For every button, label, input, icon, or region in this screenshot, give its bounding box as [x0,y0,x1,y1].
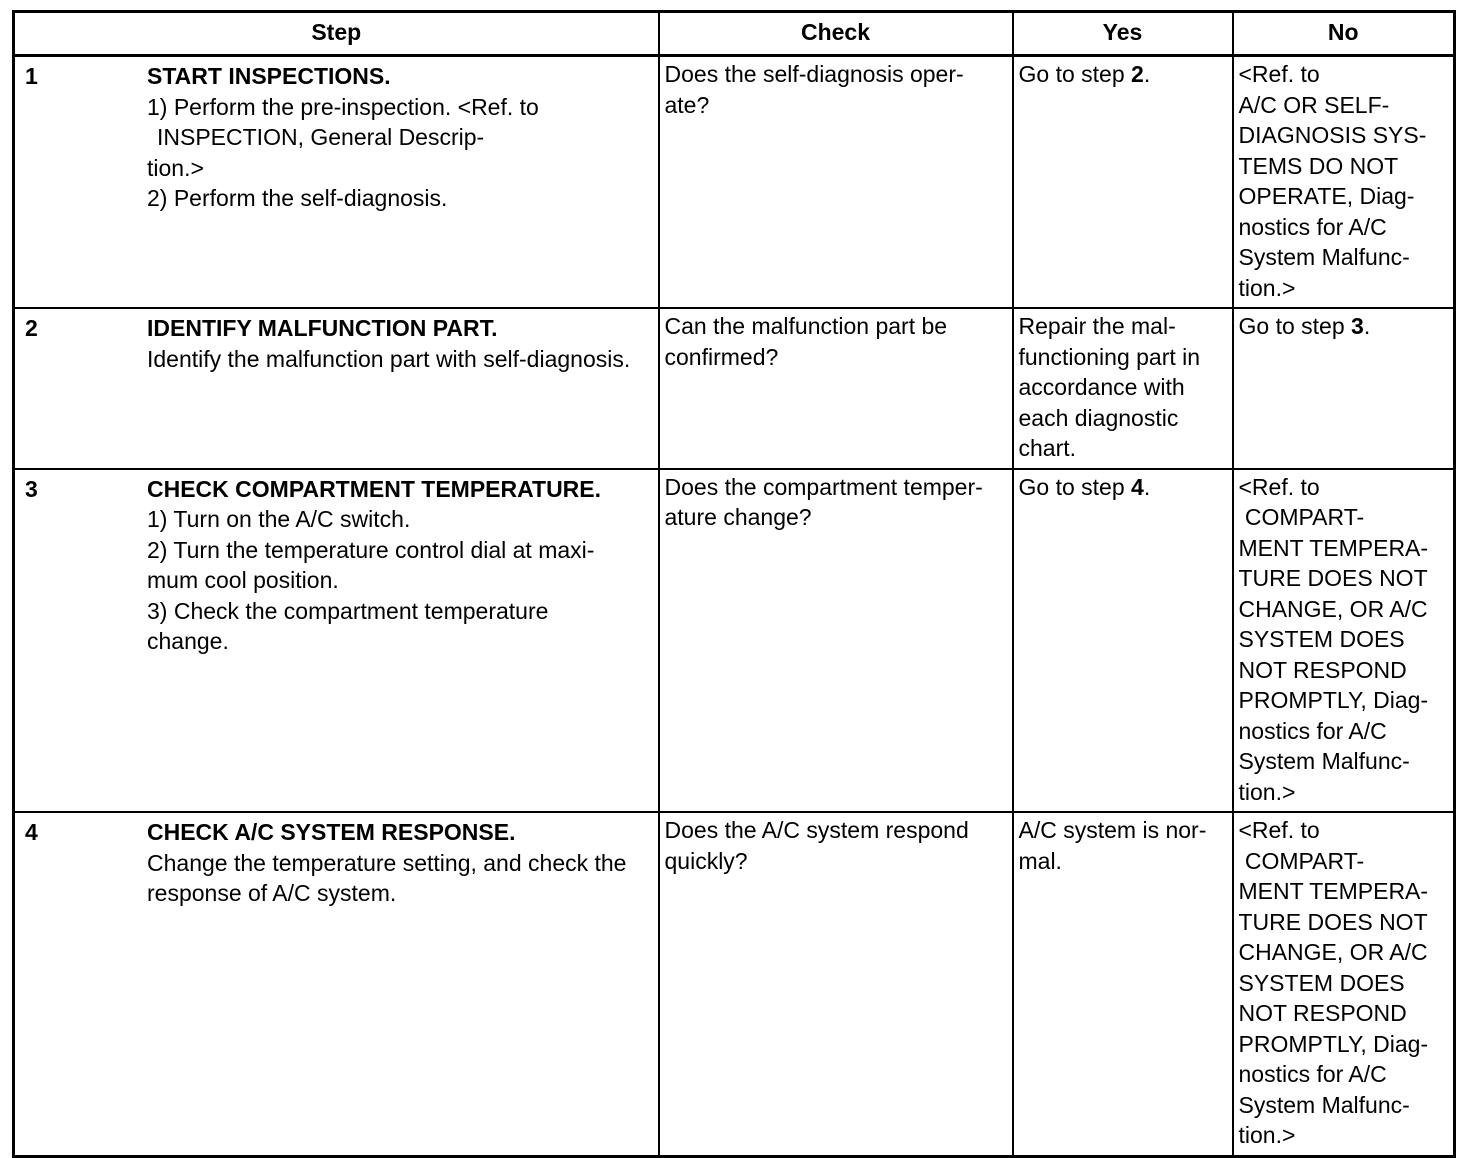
yes-line: mal. [1018,847,1062,874]
check-line: Can the malfunction part be [664,313,948,339]
no-line: <Ref. to [1238,817,1320,843]
no-line: A/C OR SELF- [1238,91,1390,118]
no-line: MENT TEMPERA- [1238,878,1429,904]
step-cell [14,308,659,469]
step-cell [14,469,659,813]
table-row [14,308,1455,469]
step-number: 1 [25,63,38,89]
step-line: 2) Turn the temperature control dial at maxi- [147,536,595,563]
yes-cell [1013,469,1233,813]
no-line: System Malfunc- [1238,1091,1410,1118]
table-row [14,56,1455,309]
header-no: No [1233,12,1455,56]
step-cell [14,812,659,1156]
step-title: CHECK A/C SYSTEM RESPONSE. [147,819,516,845]
no-suffix: . [1363,313,1371,339]
no-line: SYSTEM DOES [1238,626,1405,652]
no-line: COMPART- [1238,847,1365,874]
no-line: OPERATE, Diag- [1238,183,1415,209]
step-number: 2 [25,315,38,341]
step-title: IDENTIFY MALFUNCTION PART. [147,315,498,341]
step-cell [14,56,659,309]
yes-line: A/C system is nor- [1018,817,1207,843]
no-line: TURE DOES NOT [1238,565,1428,591]
step-line: INSPECTION, General Descrip- [157,124,485,150]
no-cell [1233,56,1455,309]
no-line: MENT TEMPERA- [1238,534,1429,561]
table-row [14,812,1455,1156]
step-number: 3 [25,475,38,502]
step-line: 1) Perform the pre-inspection. <Ref. to [147,93,539,120]
no-line: COMPART- [1238,504,1365,530]
step-line: mum cool position. [147,567,339,593]
no-line: nostics for A/C [1238,213,1387,240]
no-cell [1233,308,1455,469]
check-line: Does the compartment temper- [664,473,983,500]
no-text: Go to step [1238,313,1352,339]
yes-line: accordance with [1018,374,1185,400]
check-cell [659,56,1013,309]
step-line: Identify the malfunction part with self-diagnosis. [147,345,631,372]
no-line: System Malfunc- [1238,244,1410,270]
step-line: change. [147,628,229,654]
no-line: PROMPTLY, Diag- [1238,1030,1429,1057]
yes-step-link: 4 [1131,473,1144,500]
yes-text: Go to step [1018,61,1132,87]
yes-line: each diagnostic [1018,404,1179,431]
yes-line: functioning part in [1018,343,1201,370]
no-line: nostics for A/C [1238,717,1387,744]
header-yes: Yes [1013,12,1233,56]
header-check: Check [659,12,1013,56]
no-line: <Ref. to [1238,61,1320,87]
no-cell [1233,469,1455,813]
yes-suffix: . [1143,473,1151,500]
yes-step-link: 2 [1131,61,1144,87]
step-line: tion.> [147,154,204,181]
step-line: Change the temperature setting, and check the [147,849,627,876]
yes-cell [1013,812,1233,1156]
diagnostic-table [12,10,1456,1158]
check-line: ature change? [664,504,812,530]
no-line: CHANGE, OR A/C [1238,595,1428,622]
yes-cell [1013,56,1233,309]
check-line: ate? [664,91,710,118]
step-line: 2) Perform the self-diagnosis. [147,185,448,211]
step-title: START INSPECTIONS. [147,63,391,89]
check-line: confirmed? [664,343,779,370]
yes-line: chart. [1018,435,1077,461]
check-cell [659,812,1013,1156]
no-line: CHANGE, OR A/C [1238,939,1428,965]
check-cell [659,469,1013,813]
no-line: TURE DOES NOT [1238,908,1428,935]
step-line: response of A/C system. [147,880,397,906]
no-line: nostics for A/C [1238,1061,1387,1087]
no-step-link: 3 [1351,313,1364,339]
header-row [14,12,1455,56]
check-line: quickly? [664,847,748,874]
yes-cell [1013,308,1233,469]
no-line: NOT RESPOND [1238,656,1407,683]
no-line: TEMS DO NOT [1238,152,1399,179]
no-line: DIAGNOSIS SYS- [1238,122,1427,148]
table-row [14,469,1455,813]
step-number: 4 [25,819,38,845]
no-line: <Ref. to [1238,473,1320,500]
step-title: CHECK COMPARTMENT TEMPERATURE. [147,475,602,502]
yes-text: Go to step [1018,473,1132,500]
check-line: Does the A/C system respond [664,817,969,843]
no-line: NOT RESPOND [1238,1000,1407,1026]
step-line: 3) Check the compartment temperature [147,597,549,624]
no-cell [1233,812,1455,1156]
no-line: tion.> [1238,1122,1296,1148]
no-line: System Malfunc- [1238,748,1410,774]
yes-suffix: . [1143,61,1151,87]
step-line: 1) Turn on the A/C switch. [147,506,411,532]
no-line: SYSTEM DOES [1238,969,1405,996]
no-line: tion.> [1238,274,1296,301]
no-line: PROMPTLY, Diag- [1238,687,1429,713]
check-cell [659,308,1013,469]
yes-line: Repair the mal- [1018,313,1176,339]
check-line: Does the self-diagnosis oper- [664,61,964,87]
no-line: tion.> [1238,778,1296,805]
header-step: Step [14,12,659,56]
